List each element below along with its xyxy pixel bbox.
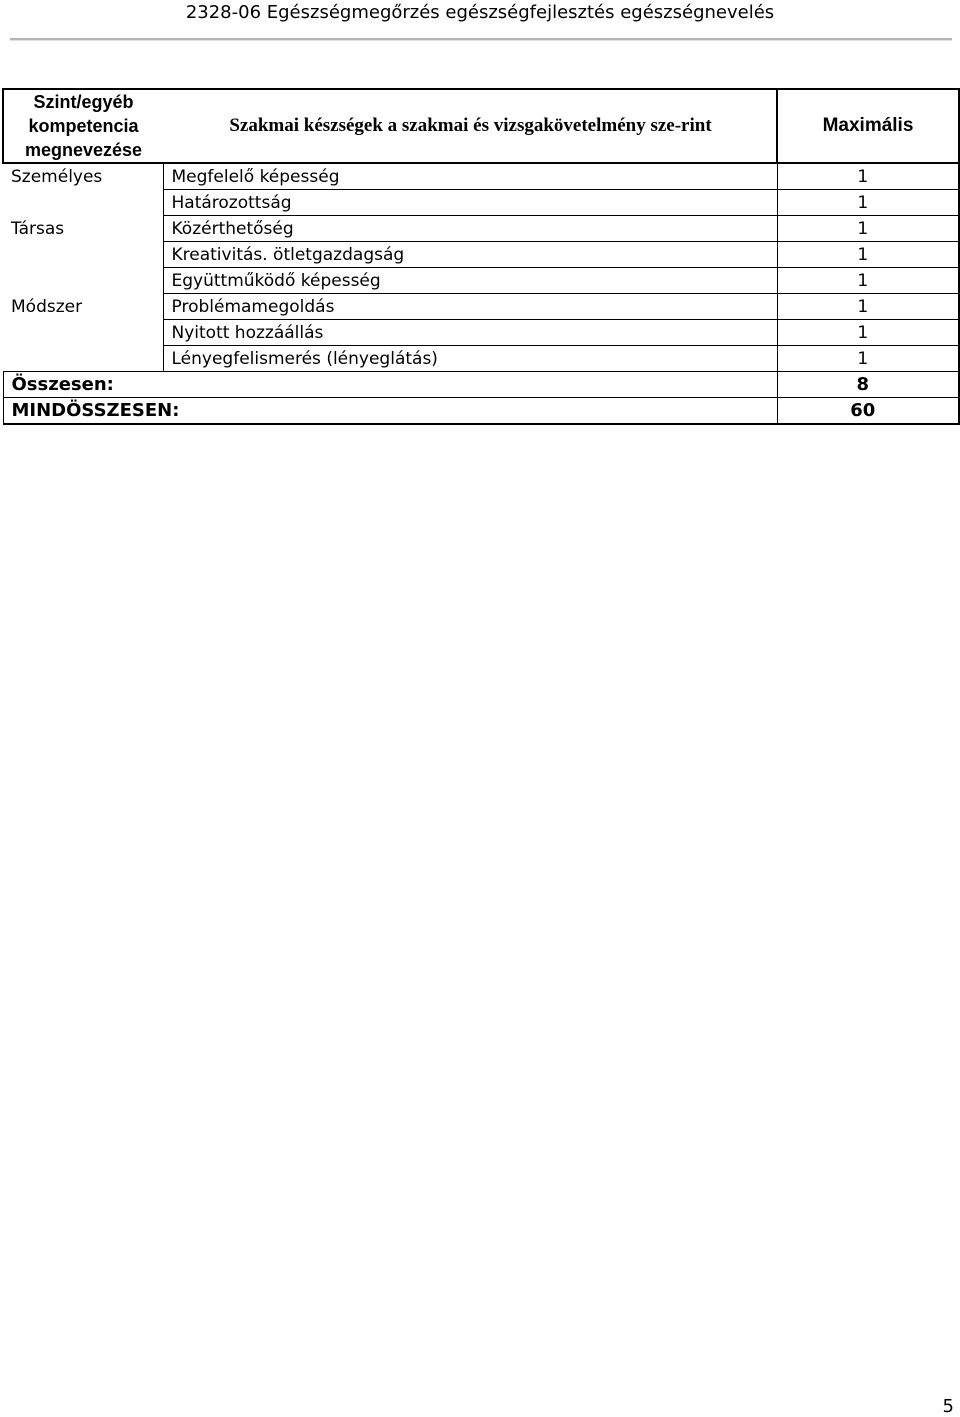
grand-total-row: [3, 398, 959, 425]
max-value-cell: 1: [777, 320, 959, 346]
category-cell: Társas: [11, 218, 65, 239]
max-value-cell: 1: [777, 346, 959, 372]
table-row: [3, 216, 959, 242]
skill-cell: Lényegfelismerés (lényeglátás): [163, 346, 777, 372]
header-divider: [10, 38, 952, 40]
category-cell: [3, 268, 163, 294]
table-row: [3, 268, 959, 294]
max-value-cell: 1: [777, 190, 959, 216]
skill-cell: Kreativitás. ötletgazdagság: [163, 242, 777, 268]
category-cell: [3, 320, 163, 346]
column-header-level: Szint/egyéb kompetencia megnevezése: [3, 89, 163, 163]
category-cell: Személyes: [11, 166, 103, 187]
skill-cell: Problémamegoldás: [163, 294, 777, 320]
skill-cell: Megfelelő képesség: [163, 163, 777, 190]
table-row: [3, 320, 959, 346]
max-value-cell: 1: [777, 268, 959, 294]
skill-cell: Nyitott hozzáállás: [163, 320, 777, 346]
category-cell: Módszer: [11, 296, 83, 317]
subtotal-row: [3, 372, 959, 398]
max-value-cell: 1: [777, 216, 959, 242]
skill-cell: Közérthetőség: [163, 216, 777, 242]
column-header-skills-label: Szakmai készségek a szakmai és vizsgakövetelmény sze-rint: [229, 115, 712, 136]
table-row: [3, 294, 959, 320]
subtotal-value: 8: [777, 372, 959, 398]
category-cell: [3, 190, 163, 216]
subtotal-label: Összesen:: [3, 372, 777, 398]
table-row: [3, 242, 959, 268]
category-cell: [3, 242, 163, 268]
competency-table: [2, 88, 960, 425]
page-number: 5: [942, 1396, 954, 1417]
max-value-cell: 1: [777, 242, 959, 268]
table-row: [3, 163, 959, 190]
category-cell: [3, 346, 163, 372]
page-header-title: 2328-06 Egészségmegőrzés egészségfejlesztés egészségnevelés: [185, 2, 775, 23]
grand-total-label: MINDÖSSZESEN:: [3, 398, 777, 425]
skill-cell: Együttműködő képesség: [163, 268, 777, 294]
max-value-cell: 1: [777, 163, 959, 190]
max-value-cell: 1: [777, 294, 959, 320]
column-header-max: Maximális: [777, 89, 959, 163]
grand-total-value: 60: [777, 398, 959, 425]
skill-cell: Határozottság: [163, 190, 777, 216]
column-header-skills: [163, 89, 777, 163]
table-row: [3, 346, 959, 372]
table-header-row: [3, 89, 959, 163]
table-row: [3, 190, 959, 216]
